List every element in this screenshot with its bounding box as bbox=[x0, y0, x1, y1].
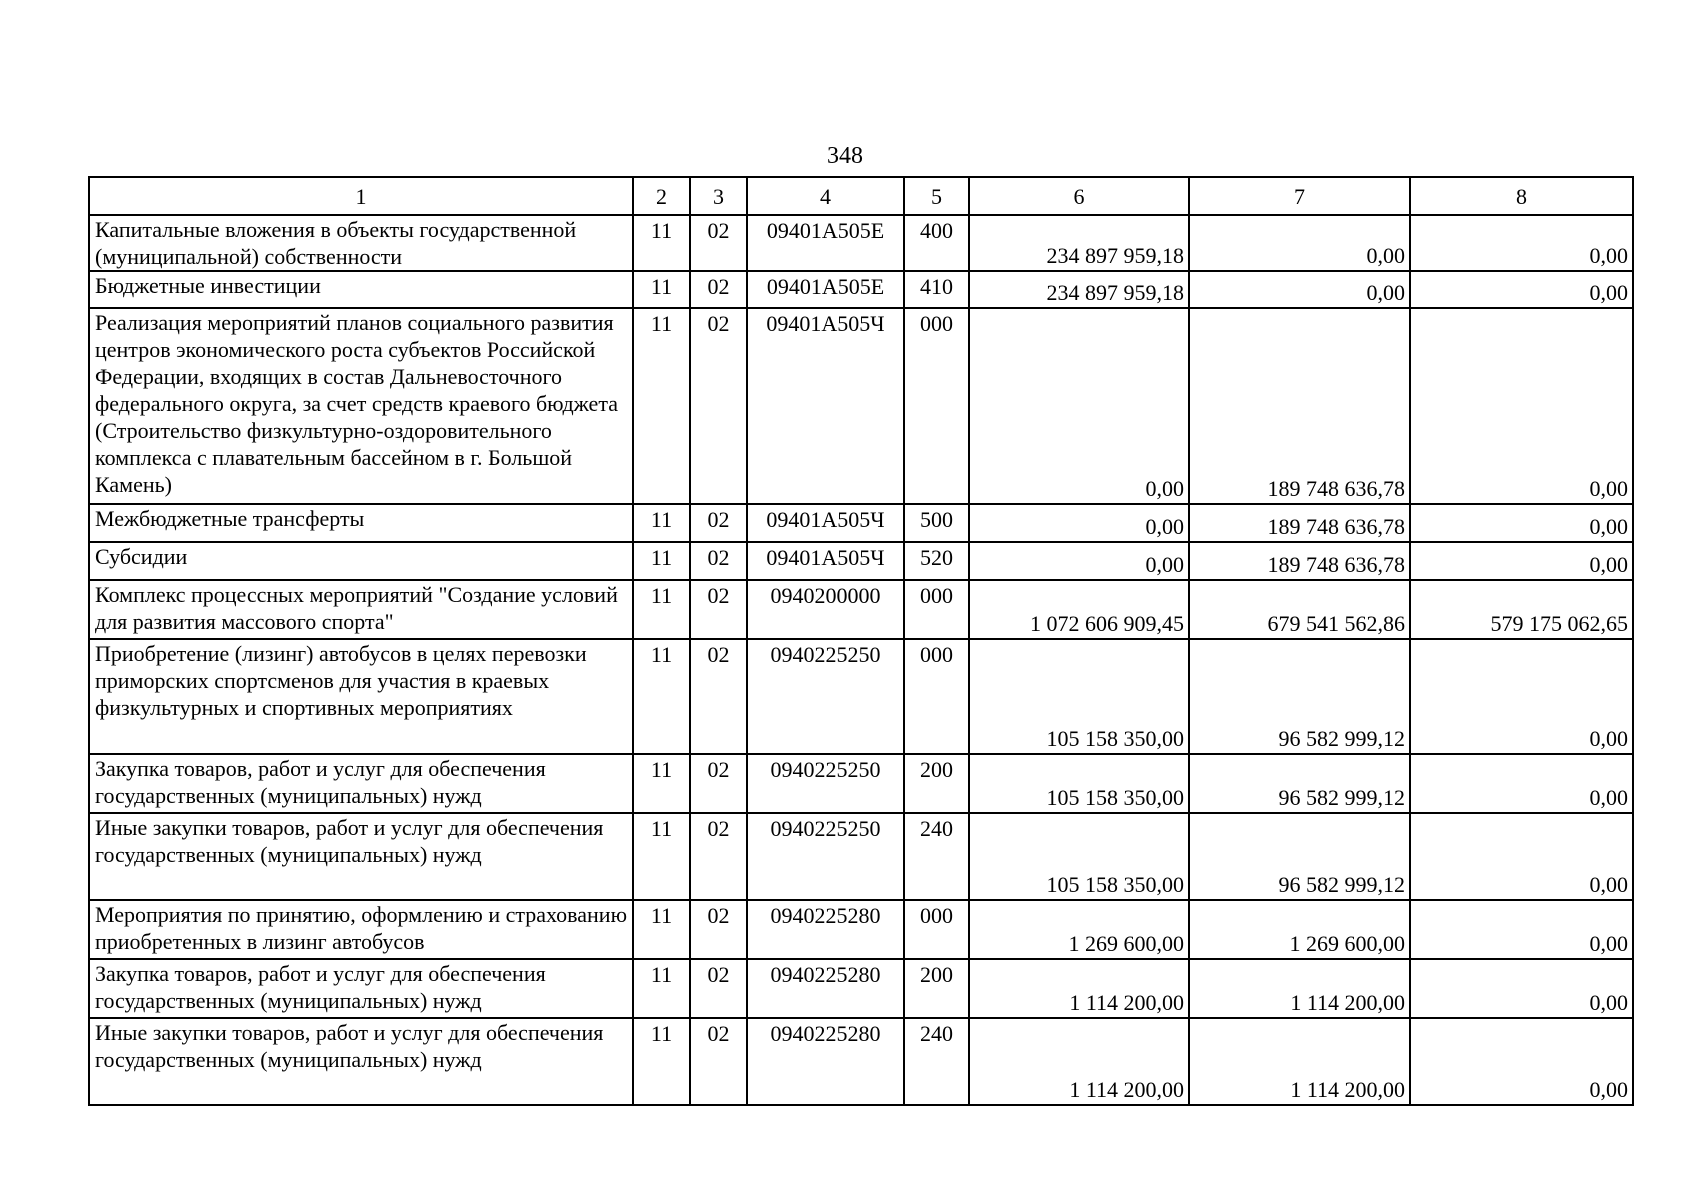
row-name: Реализация мероприятий планов социального развития центров экономического роста субъектов Российской Федерации, входящих в состав Дальневосточного федерального округа, за счет средств краевого бюджета (Строительство физкультурно-оздоровительного комплекса с плавательным бассейном в г. Большой Камень) bbox=[89, 308, 633, 504]
amount-col-6: 234 897 959,18 bbox=[969, 271, 1189, 308]
table-row bbox=[89, 504, 1633, 542]
subsection-code: 02 bbox=[690, 215, 747, 271]
expense-type-code: 400 bbox=[904, 215, 969, 271]
amount-col-8: 0,00 bbox=[1410, 813, 1633, 900]
amount-col-8: 0,00 bbox=[1410, 542, 1633, 580]
amount-col-7: 96 582 999,12 bbox=[1189, 754, 1410, 813]
amount-col-6: 1 114 200,00 bbox=[969, 1018, 1189, 1105]
target-article-code: 0940225250 bbox=[747, 813, 904, 900]
amount-col-7: 96 582 999,12 bbox=[1189, 813, 1410, 900]
target-article-code: 0940225280 bbox=[747, 959, 904, 1018]
row-name: Закупка товаров, работ и услуг для обеспечения государственных (муниципальных) нужд bbox=[89, 959, 633, 1018]
target-article-code: 09401A505E bbox=[747, 271, 904, 308]
subsection-code: 02 bbox=[690, 639, 747, 754]
amount-col-8: 0,00 bbox=[1410, 959, 1633, 1018]
column-header-2: 2 bbox=[633, 177, 690, 215]
amount-col-7: 1 269 600,00 bbox=[1189, 900, 1410, 959]
expense-type-code: 240 bbox=[904, 1018, 969, 1105]
expense-type-code: 000 bbox=[904, 639, 969, 754]
table-row bbox=[89, 1018, 1633, 1105]
row-name: Мероприятия по принятию, оформлению и страхованию приобретенных в лизинг автобусов bbox=[89, 900, 633, 959]
amount-col-8: 579 175 062,65 bbox=[1410, 580, 1633, 639]
section-code: 11 bbox=[633, 580, 690, 639]
row-name: Бюджетные инвестиции bbox=[89, 271, 633, 308]
column-header-7: 7 bbox=[1189, 177, 1410, 215]
column-header-4: 4 bbox=[747, 177, 904, 215]
target-article-code: 0940225280 bbox=[747, 900, 904, 959]
expense-type-code: 200 bbox=[904, 959, 969, 1018]
row-name: Капитальные вложения в объекты государственной (муниципальной) собственности bbox=[89, 215, 633, 271]
table-row bbox=[89, 813, 1633, 900]
page-number: 348 bbox=[827, 143, 863, 169]
table-row bbox=[89, 900, 1633, 959]
subsection-code: 02 bbox=[690, 959, 747, 1018]
section-code: 11 bbox=[633, 504, 690, 542]
target-article-code: 09401A505E bbox=[747, 215, 904, 271]
expense-type-code: 000 bbox=[904, 580, 969, 639]
amount-col-8: 0,00 bbox=[1410, 504, 1633, 542]
amount-col-6: 1 114 200,00 bbox=[969, 959, 1189, 1018]
amount-col-6: 0,00 bbox=[969, 504, 1189, 542]
target-article-code: 0940200000 bbox=[747, 580, 904, 639]
subsection-code: 02 bbox=[690, 754, 747, 813]
amount-col-7: 0,00 bbox=[1189, 215, 1410, 271]
amount-col-8: 0,00 bbox=[1410, 639, 1633, 754]
section-code: 11 bbox=[633, 1018, 690, 1105]
column-header-3: 3 bbox=[690, 177, 747, 215]
table-row bbox=[89, 271, 1633, 308]
amount-col-6: 0,00 bbox=[969, 308, 1189, 504]
section-code: 11 bbox=[633, 308, 690, 504]
target-article-code: 0940225280 bbox=[747, 1018, 904, 1105]
table-row bbox=[89, 639, 1633, 754]
table-row bbox=[89, 542, 1633, 580]
table-row bbox=[89, 580, 1633, 639]
amount-col-7: 679 541 562,86 bbox=[1189, 580, 1410, 639]
amount-col-7: 0,00 bbox=[1189, 271, 1410, 308]
subsection-code: 02 bbox=[690, 813, 747, 900]
expense-type-code: 200 bbox=[904, 754, 969, 813]
amount-col-6: 105 158 350,00 bbox=[969, 639, 1189, 754]
amount-col-8: 0,00 bbox=[1410, 271, 1633, 308]
section-code: 11 bbox=[633, 215, 690, 271]
row-name: Субсидии bbox=[89, 542, 633, 580]
table-row bbox=[89, 959, 1633, 1018]
amount-col-7: 96 582 999,12 bbox=[1189, 639, 1410, 754]
amount-col-6: 105 158 350,00 bbox=[969, 813, 1189, 900]
row-name: Приобретение (лизинг) автобусов в целях перевозки приморских спортсменов для участия в краевых физкультурных и спортивных мероприятиях bbox=[89, 639, 633, 754]
section-code: 11 bbox=[633, 813, 690, 900]
table-header bbox=[89, 177, 1633, 215]
column-header-5: 5 bbox=[904, 177, 969, 215]
row-name: Закупка товаров, работ и услуг для обеспечения государственных (муниципальных) нужд bbox=[89, 754, 633, 813]
amount-col-7: 189 748 636,78 bbox=[1189, 542, 1410, 580]
amount-col-6: 1 072 606 909,45 bbox=[969, 580, 1189, 639]
expense-type-code: 240 bbox=[904, 813, 969, 900]
amount-col-8: 0,00 bbox=[1410, 754, 1633, 813]
subsection-code: 02 bbox=[690, 504, 747, 542]
budget-table bbox=[88, 176, 1634, 1106]
amount-col-7: 189 748 636,78 bbox=[1189, 308, 1410, 504]
target-article-code: 0940225250 bbox=[747, 754, 904, 813]
amount-col-7: 1 114 200,00 bbox=[1189, 1018, 1410, 1105]
expense-type-code: 500 bbox=[904, 504, 969, 542]
target-article-code: 09401A505Ч bbox=[747, 542, 904, 580]
subsection-code: 02 bbox=[690, 308, 747, 504]
table-row bbox=[89, 308, 1633, 504]
subsection-code: 02 bbox=[690, 580, 747, 639]
subsection-code: 02 bbox=[690, 271, 747, 308]
expense-type-code: 000 bbox=[904, 308, 969, 504]
row-name: Иные закупки товаров, работ и услуг для обеспечения государственных (муниципальных) нужд bbox=[89, 813, 633, 900]
amount-col-6: 1 269 600,00 bbox=[969, 900, 1189, 959]
column-header-1: 1 bbox=[89, 177, 633, 215]
column-header-6: 6 bbox=[969, 177, 1189, 215]
target-article-code: 09401A505Ч bbox=[747, 504, 904, 542]
row-name: Комплекс процессных мероприятий "Создание условий для развития массового спорта" bbox=[89, 580, 633, 639]
table-row bbox=[89, 215, 1633, 271]
table-body bbox=[89, 215, 1633, 1105]
column-header-8: 8 bbox=[1410, 177, 1633, 215]
table-row bbox=[89, 754, 1633, 813]
row-name: Межбюджетные трансферты bbox=[89, 504, 633, 542]
amount-col-8: 0,00 bbox=[1410, 308, 1633, 504]
section-code: 11 bbox=[633, 271, 690, 308]
subsection-code: 02 bbox=[690, 1018, 747, 1105]
amount-col-6: 234 897 959,18 bbox=[969, 215, 1189, 271]
amount-col-8: 0,00 bbox=[1410, 215, 1633, 271]
target-article-code: 09401A505Ч bbox=[747, 308, 904, 504]
section-code: 11 bbox=[633, 900, 690, 959]
row-name: Иные закупки товаров, работ и услуг для обеспечения государственных (муниципальных) нужд bbox=[89, 1018, 633, 1105]
amount-col-8: 0,00 bbox=[1410, 1018, 1633, 1105]
amount-col-7: 189 748 636,78 bbox=[1189, 504, 1410, 542]
expense-type-code: 520 bbox=[904, 542, 969, 580]
section-code: 11 bbox=[633, 542, 690, 580]
subsection-code: 02 bbox=[690, 900, 747, 959]
amount-col-8: 0,00 bbox=[1410, 900, 1633, 959]
amount-col-6: 0,00 bbox=[969, 542, 1189, 580]
amount-col-6: 105 158 350,00 bbox=[969, 754, 1189, 813]
target-article-code: 0940225250 bbox=[747, 639, 904, 754]
amount-col-7: 1 114 200,00 bbox=[1189, 959, 1410, 1018]
section-code: 11 bbox=[633, 959, 690, 1018]
expense-type-code: 000 bbox=[904, 900, 969, 959]
section-code: 11 bbox=[633, 754, 690, 813]
header-row bbox=[89, 177, 1633, 215]
subsection-code: 02 bbox=[690, 542, 747, 580]
expense-type-code: 410 bbox=[904, 271, 969, 308]
section-code: 11 bbox=[633, 639, 690, 754]
